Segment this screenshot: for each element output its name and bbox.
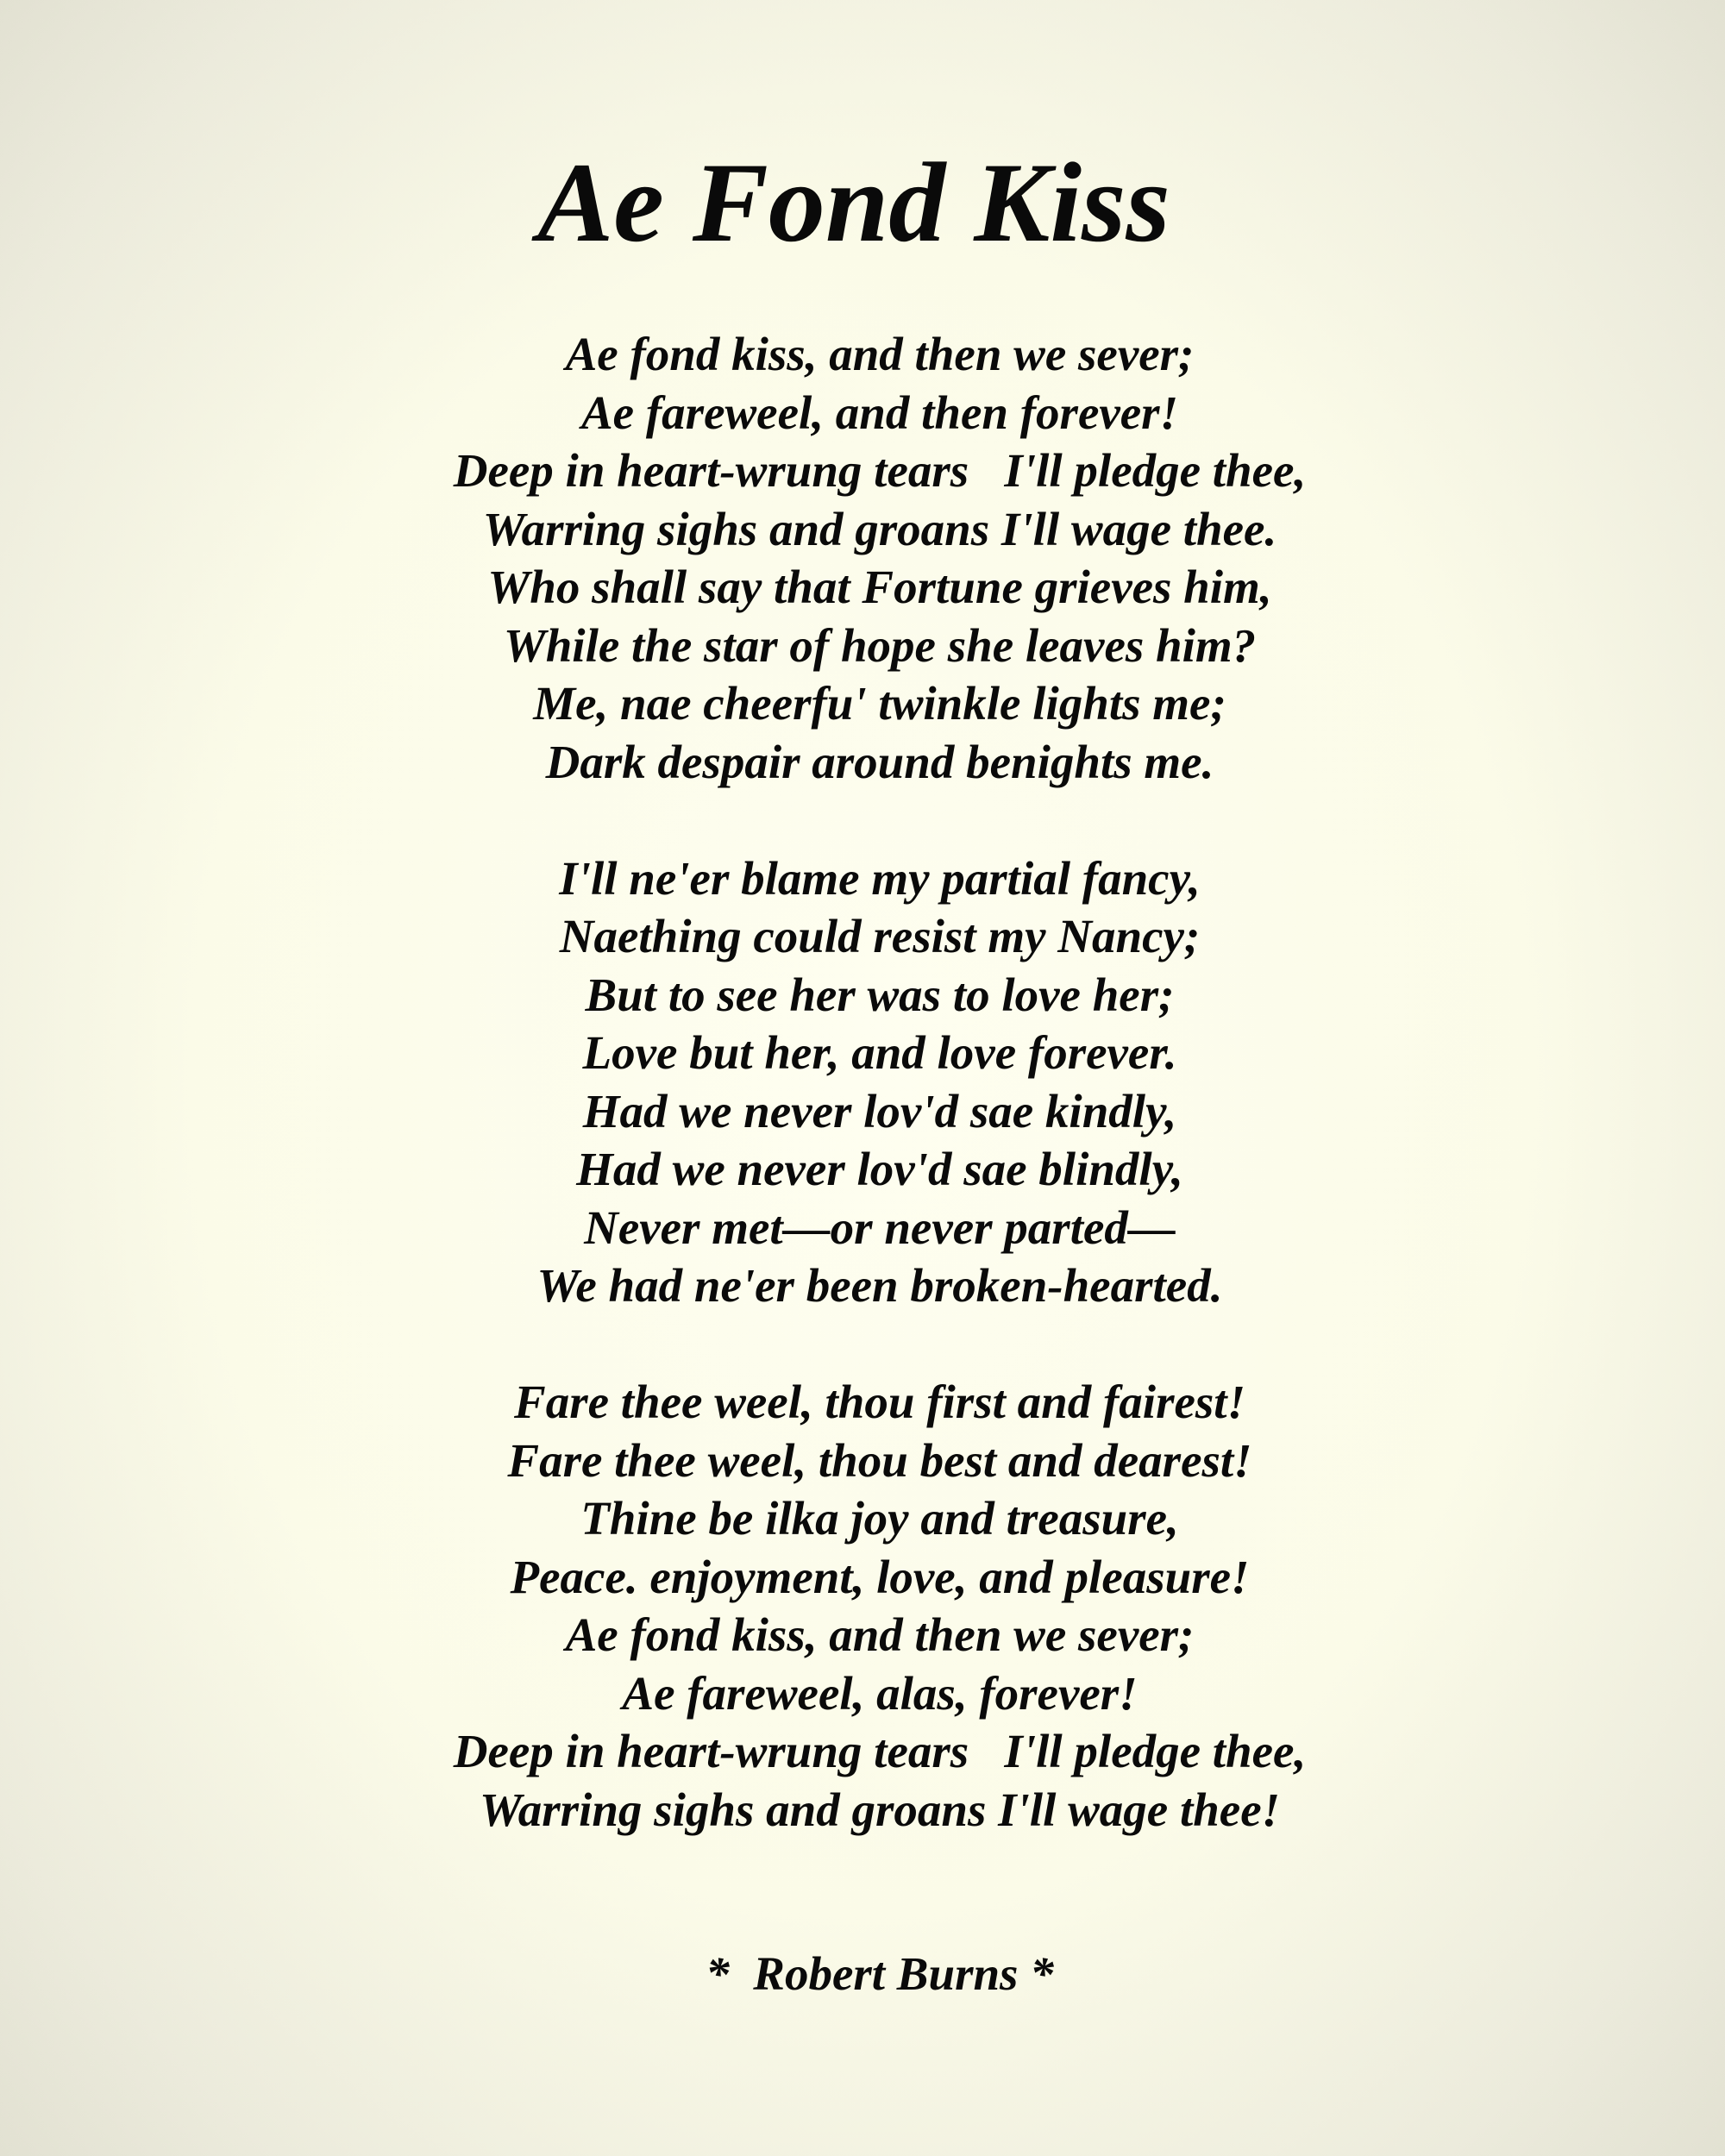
poem-line: Thine be ilka joy and treasure, — [580, 1492, 1179, 1545]
poem-body — [0, 325, 1725, 1897]
poem-line: Peace. enjoyment, love, and pleasure! — [510, 1550, 1250, 1603]
poem-line: I'll ne'er blame my partial fancy, — [559, 851, 1201, 905]
poem-title: Ae Fond Kiss — [537, 139, 1170, 266]
poem-line: While the star of hope she leaves him? — [503, 618, 1257, 672]
poem-line: Warring sighs and groans I'll wage thee. — [482, 502, 1277, 555]
stanza-3 — [0, 1373, 1725, 1839]
poem-line: But to see her was to love her; — [585, 968, 1175, 1021]
poem-line: Dark despair around benights me. — [545, 735, 1214, 788]
poem-line: Who shall say that Fortune grieves him, — [487, 561, 1272, 613]
poem-line: Ae fareweel, and then forever! — [581, 385, 1178, 439]
poem-line: Naething could resist my Nancy; — [559, 910, 1201, 962]
poem-line: Had we never lov'd sae kindly, — [582, 1084, 1177, 1138]
poem-line: Warring sighs and groans I'll wage thee! — [479, 1783, 1281, 1836]
stanza-1 — [0, 325, 1725, 791]
poem-line: We had ne'er been broken-hearted. — [536, 1259, 1223, 1312]
poem-line: Ae fareweel, alas, forever! — [622, 1666, 1138, 1720]
poem-line: Ae fond kiss, and then we sever; — [565, 328, 1195, 380]
poem-line: Love but her, and love forever. — [582, 1026, 1177, 1079]
poem-line: Never met—or never parted— — [584, 1200, 1176, 1254]
stanza-2 — [0, 849, 1725, 1315]
author-signature: * Robert Burns * — [706, 1947, 1054, 2000]
poem-line: Had we never lov'd sae blindly, — [576, 1143, 1183, 1195]
poem-line: Ae fond kiss, and then we sever; — [565, 1608, 1195, 1661]
poem-line: Fare thee weel, thou first and fairest! — [514, 1376, 1245, 1428]
poem-line: Deep in heart-wrung tears I'll pledge thee, — [453, 444, 1307, 497]
poem-line: Me, nae cheerfu' twinkle lights me; — [533, 677, 1226, 730]
poem-line: Fare thee weel, thou best and dearest! — [507, 1433, 1252, 1487]
poem-line: Deep in heart-wrung tears I'll pledge thee, — [453, 1725, 1307, 1777]
